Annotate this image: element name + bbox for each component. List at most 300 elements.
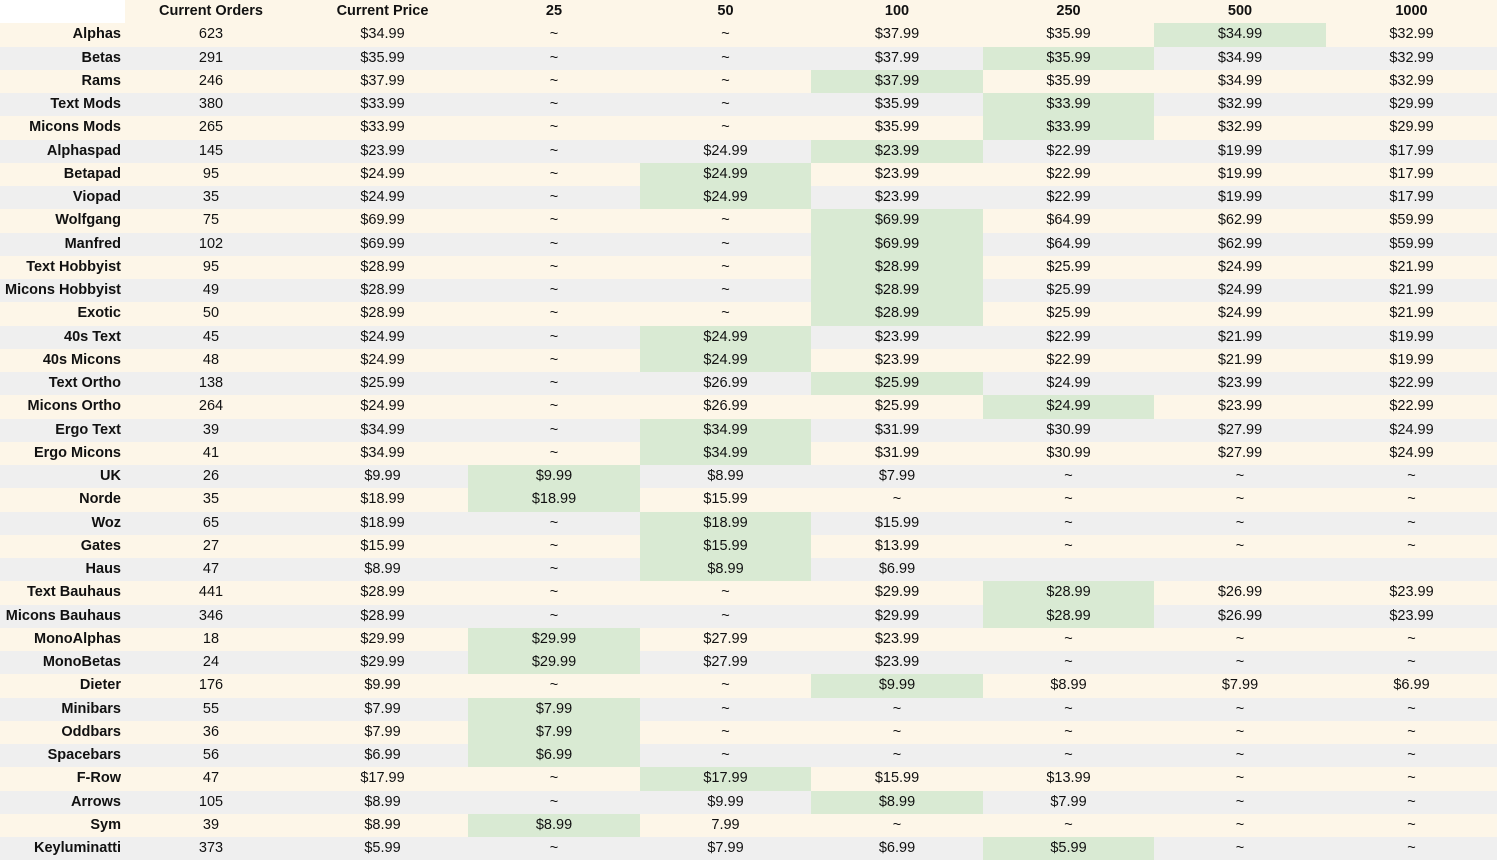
tier-cell-rams-50: ~: [640, 70, 811, 93]
orders-cell-micons-hobbyist: 49: [125, 279, 297, 302]
tier-cell-oddbars-500: ~: [1154, 721, 1326, 744]
tier-cell-dieter-1000: $6.99: [1326, 674, 1497, 697]
tier-cell-woz-250: ~: [983, 512, 1154, 535]
row-label-dieter: Dieter: [0, 674, 125, 697]
row-label-text-bauhaus: Text Bauhaus: [0, 581, 125, 604]
price-cell-oddbars: $7.99: [297, 721, 468, 744]
tier-cell-text-bauhaus-1000: $23.99: [1326, 581, 1497, 604]
tier-cell-woz-1000: ~: [1326, 512, 1497, 535]
tier-cell-betapad-250: $22.99: [983, 163, 1154, 186]
row-label-minibars: Minibars: [0, 698, 125, 721]
orders-cell-haus: 47: [125, 558, 297, 581]
tier-cell-text-hobbyist-50: ~: [640, 256, 811, 279]
column-header-25: 25: [468, 0, 640, 23]
price-cell-micons-mods: $33.99: [297, 116, 468, 139]
tier-cell-spacebars-100: ~: [811, 744, 983, 767]
orders-cell-text-bauhaus: 441: [125, 581, 297, 604]
orders-cell-keyluminatti: 373: [125, 837, 297, 860]
price-cell-micons-hobbyist: $28.99: [297, 279, 468, 302]
tier-cell-text-ortho-50: $26.99: [640, 372, 811, 395]
tier-cell-micons-ortho-250: $24.99: [983, 395, 1154, 418]
row-label-sym: Sym: [0, 814, 125, 837]
tier-cell-gates-250: ~: [983, 535, 1154, 558]
tier-cell-oddbars-25: $7.99: [468, 721, 640, 744]
tier-cell-40s-text-50: $24.99: [640, 326, 811, 349]
tier-cell-micons-ortho-500: $23.99: [1154, 395, 1326, 418]
column-header-100: 100: [811, 0, 983, 23]
tier-cell-woz-100: $15.99: [811, 512, 983, 535]
price-cell-text-ortho: $25.99: [297, 372, 468, 395]
price-cell-rams: $37.99: [297, 70, 468, 93]
tier-cell-micons-hobbyist-250: $25.99: [983, 279, 1154, 302]
tier-cell-haus-250: [983, 558, 1154, 581]
tier-cell-haus-100: $6.99: [811, 558, 983, 581]
tier-cell-micons-hobbyist-25: ~: [468, 279, 640, 302]
tier-cell-betas-50: ~: [640, 47, 811, 70]
orders-cell-40s-text: 45: [125, 326, 297, 349]
tier-cell-rams-25: ~: [468, 70, 640, 93]
price-cell-monobetas: $29.99: [297, 651, 468, 674]
tier-cell-sym-500: ~: [1154, 814, 1326, 837]
tier-cell-micons-ortho-1000: $22.99: [1326, 395, 1497, 418]
orders-cell-minibars: 55: [125, 698, 297, 721]
orders-cell-norde: 35: [125, 488, 297, 511]
orders-cell-gates: 27: [125, 535, 297, 558]
tier-cell-minibars-500: ~: [1154, 698, 1326, 721]
orders-cell-uk: 26: [125, 465, 297, 488]
row-label-manfred: Manfred: [0, 233, 125, 256]
tier-cell-viopad-25: ~: [468, 186, 640, 209]
column-header-500: 500: [1154, 0, 1326, 23]
tier-cell-gates-25: ~: [468, 535, 640, 558]
row-label-exotic: Exotic: [0, 302, 125, 325]
price-cell-micons-bauhaus: $28.99: [297, 605, 468, 628]
row-label-betapad: Betapad: [0, 163, 125, 186]
tier-cell-f-row-25: ~: [468, 767, 640, 790]
tier-cell-wolfgang-25: ~: [468, 209, 640, 232]
tier-cell-sym-50: 7.99: [640, 814, 811, 837]
tier-cell-viopad-100: $23.99: [811, 186, 983, 209]
tier-cell-wolfgang-500: $62.99: [1154, 209, 1326, 232]
tier-cell-monoalphas-500: ~: [1154, 628, 1326, 651]
orders-cell-arrows: 105: [125, 791, 297, 814]
tier-cell-alphas-100: $37.99: [811, 23, 983, 46]
row-label-micons-mods: Micons Mods: [0, 116, 125, 139]
tier-cell-viopad-50: $24.99: [640, 186, 811, 209]
tier-cell-text-hobbyist-25: ~: [468, 256, 640, 279]
tier-cell-40s-micons-50: $24.99: [640, 349, 811, 372]
tier-cell-alphas-50: ~: [640, 23, 811, 46]
tier-cell-monoalphas-25: $29.99: [468, 628, 640, 651]
orders-cell-text-hobbyist: 95: [125, 256, 297, 279]
tier-cell-rams-250: $35.99: [983, 70, 1154, 93]
row-label-arrows: Arrows: [0, 791, 125, 814]
tier-cell-f-row-500: ~: [1154, 767, 1326, 790]
tier-cell-spacebars-250: ~: [983, 744, 1154, 767]
tier-cell-monobetas-1000: ~: [1326, 651, 1497, 674]
tier-cell-norde-50: $15.99: [640, 488, 811, 511]
price-cell-sym: $8.99: [297, 814, 468, 837]
tier-cell-alphas-25: ~: [468, 23, 640, 46]
tier-cell-40s-micons-1000: $19.99: [1326, 349, 1497, 372]
tier-cell-rams-500: $34.99: [1154, 70, 1326, 93]
tier-cell-micons-ortho-100: $25.99: [811, 395, 983, 418]
tier-cell-monobetas-25: $29.99: [468, 651, 640, 674]
tier-cell-text-mods-25: ~: [468, 93, 640, 116]
tier-cell-wolfgang-250: $64.99: [983, 209, 1154, 232]
orders-cell-oddbars: 36: [125, 721, 297, 744]
tier-cell-haus-50: $8.99: [640, 558, 811, 581]
tier-cell-micons-mods-50: ~: [640, 116, 811, 139]
tier-cell-keyluminatti-100: $6.99: [811, 837, 983, 860]
tier-cell-keyluminatti-25: ~: [468, 837, 640, 860]
tier-cell-alphaspad-1000: $17.99: [1326, 140, 1497, 163]
row-label-gates: Gates: [0, 535, 125, 558]
price-cell-monoalphas: $29.99: [297, 628, 468, 651]
orders-cell-wolfgang: 75: [125, 209, 297, 232]
price-cell-f-row: $17.99: [297, 767, 468, 790]
tier-cell-alphas-250: $35.99: [983, 23, 1154, 46]
tier-cell-text-hobbyist-100: $28.99: [811, 256, 983, 279]
row-label-wolfgang: Wolfgang: [0, 209, 125, 232]
tier-cell-monoalphas-50: $27.99: [640, 628, 811, 651]
tier-cell-uk-1000: ~: [1326, 465, 1497, 488]
tier-cell-exotic-25: ~: [468, 302, 640, 325]
orders-cell-alphaspad: 145: [125, 140, 297, 163]
tier-cell-40s-text-25: ~: [468, 326, 640, 349]
tier-cell-40s-micons-250: $22.99: [983, 349, 1154, 372]
price-cell-ergo-text: $34.99: [297, 419, 468, 442]
tier-cell-ergo-micons-25: ~: [468, 442, 640, 465]
tier-cell-keyluminatti-50: $7.99: [640, 837, 811, 860]
tier-cell-spacebars-50: ~: [640, 744, 811, 767]
tier-cell-text-ortho-25: ~: [468, 372, 640, 395]
tier-cell-text-mods-50: ~: [640, 93, 811, 116]
tier-cell-haus-1000: [1326, 558, 1497, 581]
orders-cell-text-ortho: 138: [125, 372, 297, 395]
tier-cell-micons-ortho-50: $26.99: [640, 395, 811, 418]
tier-cell-betas-250: $35.99: [983, 47, 1154, 70]
tier-cell-text-bauhaus-25: ~: [468, 581, 640, 604]
tier-cell-spacebars-500: ~: [1154, 744, 1326, 767]
orders-cell-dieter: 176: [125, 674, 297, 697]
tier-cell-text-ortho-250: $24.99: [983, 372, 1154, 395]
tier-cell-keyluminatti-500: ~: [1154, 837, 1326, 860]
tier-cell-arrows-500: ~: [1154, 791, 1326, 814]
orders-cell-text-mods: 380: [125, 93, 297, 116]
tier-cell-dieter-25: ~: [468, 674, 640, 697]
tier-cell-monobetas-100: $23.99: [811, 651, 983, 674]
row-label-micons-hobbyist: Micons Hobbyist: [0, 279, 125, 302]
tier-cell-40s-text-250: $22.99: [983, 326, 1154, 349]
tier-cell-alphaspad-250: $22.99: [983, 140, 1154, 163]
orders-cell-sym: 39: [125, 814, 297, 837]
tier-cell-dieter-100: $9.99: [811, 674, 983, 697]
tier-cell-woz-500: ~: [1154, 512, 1326, 535]
tier-cell-manfred-50: ~: [640, 233, 811, 256]
tier-cell-text-ortho-100: $25.99: [811, 372, 983, 395]
tier-cell-f-row-1000: ~: [1326, 767, 1497, 790]
tier-cell-keyluminatti-250: $5.99: [983, 837, 1154, 860]
tier-cell-manfred-25: ~: [468, 233, 640, 256]
tier-cell-sym-25: $8.99: [468, 814, 640, 837]
orders-cell-spacebars: 56: [125, 744, 297, 767]
tier-cell-monobetas-250: ~: [983, 651, 1154, 674]
tier-cell-wolfgang-50: ~: [640, 209, 811, 232]
row-label-alphaspad: Alphaspad: [0, 140, 125, 163]
row-label-f-row: F-Row: [0, 767, 125, 790]
tier-cell-micons-hobbyist-50: ~: [640, 279, 811, 302]
tier-cell-oddbars-250: ~: [983, 721, 1154, 744]
tier-cell-arrows-1000: ~: [1326, 791, 1497, 814]
tier-cell-text-bauhaus-250: $28.99: [983, 581, 1154, 604]
tier-cell-micons-mods-25: ~: [468, 116, 640, 139]
tier-cell-viopad-250: $22.99: [983, 186, 1154, 209]
tier-cell-ergo-text-25: ~: [468, 419, 640, 442]
tier-cell-oddbars-1000: ~: [1326, 721, 1497, 744]
tier-cell-uk-100: $7.99: [811, 465, 983, 488]
row-label-alphas: Alphas: [0, 23, 125, 46]
tier-cell-text-mods-250: $33.99: [983, 93, 1154, 116]
row-label-ergo-text: Ergo Text: [0, 419, 125, 442]
row-label-betas: Betas: [0, 47, 125, 70]
tier-cell-uk-500: ~: [1154, 465, 1326, 488]
tier-cell-sym-250: ~: [983, 814, 1154, 837]
price-cell-text-mods: $33.99: [297, 93, 468, 116]
row-label-norde: Norde: [0, 488, 125, 511]
tier-cell-betapad-500: $19.99: [1154, 163, 1326, 186]
tier-cell-norde-250: ~: [983, 488, 1154, 511]
tier-cell-viopad-500: $19.99: [1154, 186, 1326, 209]
tier-cell-micons-mods-1000: $29.99: [1326, 116, 1497, 139]
price-cell-woz: $18.99: [297, 512, 468, 535]
row-label-rams: Rams: [0, 70, 125, 93]
price-cell-spacebars: $6.99: [297, 744, 468, 767]
tier-cell-ergo-micons-100: $31.99: [811, 442, 983, 465]
row-label-keyluminatti: Keyluminatti: [0, 837, 125, 860]
price-cell-betas: $35.99: [297, 47, 468, 70]
tier-cell-rams-1000: $32.99: [1326, 70, 1497, 93]
tier-cell-uk-25: $9.99: [468, 465, 640, 488]
tier-cell-ergo-micons-500: $27.99: [1154, 442, 1326, 465]
tier-cell-micons-bauhaus-500: $26.99: [1154, 605, 1326, 628]
tier-cell-monoalphas-1000: ~: [1326, 628, 1497, 651]
orders-cell-woz: 65: [125, 512, 297, 535]
tier-cell-betapad-100: $23.99: [811, 163, 983, 186]
tier-cell-text-bauhaus-50: ~: [640, 581, 811, 604]
tier-cell-exotic-1000: $21.99: [1326, 302, 1497, 325]
tier-cell-micons-hobbyist-1000: $21.99: [1326, 279, 1497, 302]
tier-cell-text-mods-100: $35.99: [811, 93, 983, 116]
price-cell-alphaspad: $23.99: [297, 140, 468, 163]
tier-cell-gates-1000: ~: [1326, 535, 1497, 558]
tier-cell-betapad-50: $24.99: [640, 163, 811, 186]
row-label-uk: UK: [0, 465, 125, 488]
tier-cell-text-hobbyist-1000: $21.99: [1326, 256, 1497, 279]
tier-cell-alphaspad-25: ~: [468, 140, 640, 163]
tier-cell-gates-50: $15.99: [640, 535, 811, 558]
column-header-current-price: Current Price: [297, 0, 468, 23]
tier-cell-minibars-50: ~: [640, 698, 811, 721]
orders-cell-ergo-text: 39: [125, 419, 297, 442]
price-cell-keyluminatti: $5.99: [297, 837, 468, 860]
orders-cell-betapad: 95: [125, 163, 297, 186]
tier-cell-f-row-50: $17.99: [640, 767, 811, 790]
tier-cell-viopad-1000: $17.99: [1326, 186, 1497, 209]
row-label-micons-bauhaus: Micons Bauhaus: [0, 605, 125, 628]
price-cell-alphas: $34.99: [297, 23, 468, 46]
tier-cell-40s-micons-25: ~: [468, 349, 640, 372]
tier-cell-arrows-250: $7.99: [983, 791, 1154, 814]
price-cell-gates: $15.99: [297, 535, 468, 558]
tier-cell-haus-25: ~: [468, 558, 640, 581]
column-header-1000: 1000: [1326, 0, 1497, 23]
tier-cell-text-mods-1000: $29.99: [1326, 93, 1497, 116]
tier-cell-ergo-text-1000: $24.99: [1326, 419, 1497, 442]
row-label-40s-text: 40s Text: [0, 326, 125, 349]
price-cell-norde: $18.99: [297, 488, 468, 511]
tier-cell-sym-1000: ~: [1326, 814, 1497, 837]
tier-cell-arrows-100: $8.99: [811, 791, 983, 814]
tier-cell-uk-250: ~: [983, 465, 1154, 488]
row-label-spacebars: Spacebars: [0, 744, 125, 767]
tier-cell-betapad-1000: $17.99: [1326, 163, 1497, 186]
orders-cell-ergo-micons: 41: [125, 442, 297, 465]
tier-cell-manfred-500: $62.99: [1154, 233, 1326, 256]
tier-cell-gates-500: ~: [1154, 535, 1326, 558]
tier-cell-ergo-micons-1000: $24.99: [1326, 442, 1497, 465]
tier-cell-ergo-micons-50: $34.99: [640, 442, 811, 465]
price-cell-uk: $9.99: [297, 465, 468, 488]
tier-cell-arrows-50: $9.99: [640, 791, 811, 814]
tier-cell-betas-500: $34.99: [1154, 47, 1326, 70]
tier-cell-micons-mods-250: $33.99: [983, 116, 1154, 139]
tier-cell-exotic-500: $24.99: [1154, 302, 1326, 325]
row-label-text-ortho: Text Ortho: [0, 372, 125, 395]
tier-cell-alphas-1000: $32.99: [1326, 23, 1497, 46]
price-cell-haus: $8.99: [297, 558, 468, 581]
orders-cell-40s-micons: 48: [125, 349, 297, 372]
tier-cell-text-hobbyist-500: $24.99: [1154, 256, 1326, 279]
orders-cell-manfred: 102: [125, 233, 297, 256]
price-cell-text-bauhaus: $28.99: [297, 581, 468, 604]
orders-cell-micons-bauhaus: 346: [125, 605, 297, 628]
price-cell-viopad: $24.99: [297, 186, 468, 209]
tier-cell-oddbars-100: ~: [811, 721, 983, 744]
price-cell-40s-text: $24.99: [297, 326, 468, 349]
tier-cell-rams-100: $37.99: [811, 70, 983, 93]
orders-cell-f-row: 47: [125, 767, 297, 790]
tier-cell-norde-25: $18.99: [468, 488, 640, 511]
tier-cell-wolfgang-100: $69.99: [811, 209, 983, 232]
tier-cell-text-bauhaus-100: $29.99: [811, 581, 983, 604]
tier-cell-dieter-500: $7.99: [1154, 674, 1326, 697]
orders-cell-monobetas: 24: [125, 651, 297, 674]
tier-cell-norde-100: ~: [811, 488, 983, 511]
tier-cell-exotic-100: $28.99: [811, 302, 983, 325]
column-header-current-orders: Current Orders: [125, 0, 297, 23]
tier-cell-betas-1000: $32.99: [1326, 47, 1497, 70]
tier-cell-manfred-1000: $59.99: [1326, 233, 1497, 256]
tier-cell-spacebars-1000: ~: [1326, 744, 1497, 767]
orders-cell-exotic: 50: [125, 302, 297, 325]
tier-cell-dieter-250: $8.99: [983, 674, 1154, 697]
tier-cell-micons-mods-100: $35.99: [811, 116, 983, 139]
tier-cell-manfred-250: $64.99: [983, 233, 1154, 256]
tier-cell-text-ortho-1000: $22.99: [1326, 372, 1497, 395]
tier-cell-40s-text-500: $21.99: [1154, 326, 1326, 349]
tier-cell-exotic-50: ~: [640, 302, 811, 325]
row-label-micons-ortho: Micons Ortho: [0, 395, 125, 418]
tier-cell-ergo-micons-250: $30.99: [983, 442, 1154, 465]
row-label-text-hobbyist: Text Hobbyist: [0, 256, 125, 279]
tier-cell-betas-25: ~: [468, 47, 640, 70]
row-label-monobetas: MonoBetas: [0, 651, 125, 674]
tier-cell-sym-100: ~: [811, 814, 983, 837]
tier-cell-ergo-text-250: $30.99: [983, 419, 1154, 442]
tier-cell-keyluminatti-1000: ~: [1326, 837, 1497, 860]
tier-cell-woz-50: $18.99: [640, 512, 811, 535]
orders-cell-alphas: 623: [125, 23, 297, 46]
tier-cell-wolfgang-1000: $59.99: [1326, 209, 1497, 232]
row-label-oddbars: Oddbars: [0, 721, 125, 744]
row-label-viopad: Viopad: [0, 186, 125, 209]
price-cell-minibars: $7.99: [297, 698, 468, 721]
tier-cell-alphas-500: $34.99: [1154, 23, 1326, 46]
row-label-haus: Haus: [0, 558, 125, 581]
price-cell-text-hobbyist: $28.99: [297, 256, 468, 279]
tier-cell-f-row-250: $13.99: [983, 767, 1154, 790]
tier-cell-micons-hobbyist-500: $24.99: [1154, 279, 1326, 302]
price-cell-wolfgang: $69.99: [297, 209, 468, 232]
tier-cell-manfred-100: $69.99: [811, 233, 983, 256]
tier-cell-betas-100: $37.99: [811, 47, 983, 70]
tier-cell-40s-micons-100: $23.99: [811, 349, 983, 372]
tier-cell-dieter-50: ~: [640, 674, 811, 697]
tier-cell-oddbars-50: ~: [640, 721, 811, 744]
tier-cell-alphaspad-50: $24.99: [640, 140, 811, 163]
tier-cell-gates-100: $13.99: [811, 535, 983, 558]
row-label-woz: Woz: [0, 512, 125, 535]
tier-cell-spacebars-25: $6.99: [468, 744, 640, 767]
tier-cell-micons-bauhaus-1000: $23.99: [1326, 605, 1497, 628]
tier-cell-40s-text-100: $23.99: [811, 326, 983, 349]
tier-cell-minibars-1000: ~: [1326, 698, 1497, 721]
tier-cell-alphaspad-100: $23.99: [811, 140, 983, 163]
tier-cell-micons-mods-500: $32.99: [1154, 116, 1326, 139]
header-corner-cell: [0, 0, 125, 23]
tier-cell-monoalphas-100: $23.99: [811, 628, 983, 651]
tier-cell-alphaspad-500: $19.99: [1154, 140, 1326, 163]
orders-cell-micons-mods: 265: [125, 116, 297, 139]
tier-cell-woz-25: ~: [468, 512, 640, 535]
tier-cell-monobetas-50: $27.99: [640, 651, 811, 674]
tier-cell-micons-bauhaus-100: $29.99: [811, 605, 983, 628]
tier-cell-micons-bauhaus-250: $28.99: [983, 605, 1154, 628]
orders-cell-rams: 246: [125, 70, 297, 93]
price-cell-ergo-micons: $34.99: [297, 442, 468, 465]
tier-cell-minibars-100: ~: [811, 698, 983, 721]
price-cell-betapad: $24.99: [297, 163, 468, 186]
price-cell-dieter: $9.99: [297, 674, 468, 697]
price-cell-micons-ortho: $24.99: [297, 395, 468, 418]
tier-cell-text-bauhaus-500: $26.99: [1154, 581, 1326, 604]
price-cell-arrows: $8.99: [297, 791, 468, 814]
tier-cell-betapad-25: ~: [468, 163, 640, 186]
tier-cell-norde-500: ~: [1154, 488, 1326, 511]
tier-cell-arrows-25: ~: [468, 791, 640, 814]
tier-cell-40s-micons-500: $21.99: [1154, 349, 1326, 372]
